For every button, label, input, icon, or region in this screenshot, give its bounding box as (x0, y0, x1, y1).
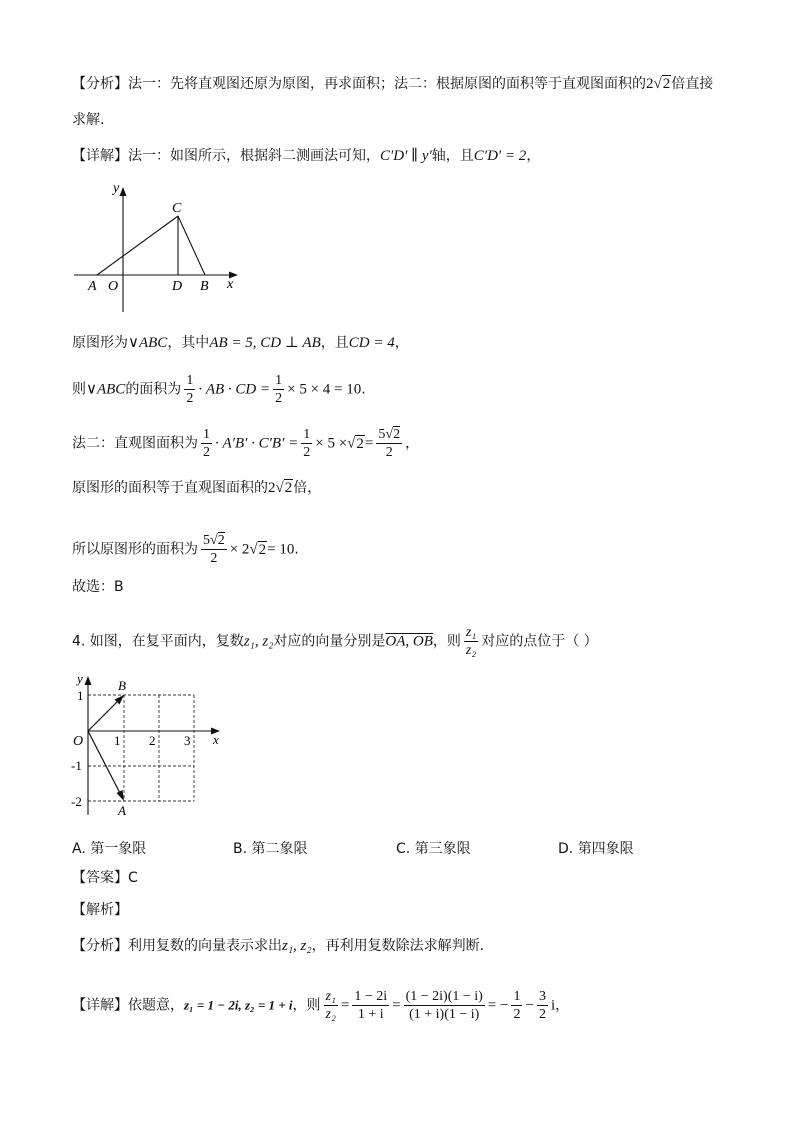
tick-x-1: 1 (114, 733, 121, 748)
analysis-header: 【解析】 (72, 902, 128, 918)
label-O: O (73, 734, 84, 749)
tick-y-neg1: -1 (71, 758, 82, 773)
label-C: C (172, 201, 182, 216)
analysis-paragraph-1: 【分析】法一：先将直观图还原为原图，再求面积；法二：根据原图的面积等于直观图面积的2√2倍直接 (72, 76, 714, 92)
detail-paragraph-2: 原图形为∨ABC，其中AB = 5, CD ⊥ AB，且CD = 4， (72, 335, 409, 351)
fraction-5sqrt2-over-2: $\frac{5√2}{2}$ (203, 533, 225, 566)
segment-CB (178, 216, 205, 275)
question-4: 4. 如图，在复平面内，复数z₁, z₂对应的向量分别是OA, OB，则 $\frac{\text{z₁}}{\text{z₂}}$ 对应的点位于（ ） (72, 625, 598, 658)
fraction-half: $\frac{1}{2}$ (513, 989, 521, 1022)
math-2sqrt2: 2√2 (646, 76, 671, 92)
label-y: y (113, 181, 120, 196)
fraction-three-halves: $\frac{3}{2}$ (538, 989, 546, 1022)
option-c[interactable]: C. 第三象限 (396, 841, 471, 857)
tick-y-neg2: -2 (71, 794, 82, 809)
section-tag: 【答案】 (72, 870, 128, 886)
fraction-half: $\frac{1}{2}$ (275, 373, 283, 406)
math-sqrt2: √2 (249, 541, 267, 558)
label-y: y (77, 671, 83, 686)
detail-paragraph-3: 则∨ABC的面积为 $\frac{1}{2}$ · AB · CD = $\frac{1}{2}$ × 5 × 4 = 10. (72, 373, 366, 406)
detail-paragraph-6: 【详解】依题意，z₁ = 1 − 2i, z₂ = 1 + i，则 $\frac{\text{z₁}}{\text{z₂}}$ = $\frac{1 - 2i}{1 + i}$ = $\frac{(1 - 2i)(1 - i)}{(1 + i)(1 - i)}$ = − $\frac{1}{2}$ − $\frac{3}{2}$ i， (72, 989, 570, 1022)
analysis-paragraph-2: 【分析】利用复数的向量表示求出z₁, z₂，再利用复数除法求解判断. (72, 938, 485, 954)
y-arrow (85, 676, 92, 685)
math-sqrt2: √2 (347, 435, 364, 452)
label-A: A (88, 279, 97, 294)
vector-OB (88, 698, 121, 731)
option-a[interactable]: A. 第一象限 (72, 841, 147, 857)
label-D: D (172, 279, 183, 294)
method-two-paragraph: 法二：直观图面积为 $\frac{1}{2}$ · A′B′ · C′B′ = $\frac{1}{2}$ × 5 ×√2= $\frac{5√2}{2}$ ， (72, 427, 420, 460)
option-b[interactable]: B. 第二象限 (233, 841, 308, 857)
label-A: A (118, 803, 126, 818)
vector-OA-head (117, 790, 125, 801)
label-x: x (227, 277, 234, 292)
fraction-5sqrt2-over-2: $\frac{5√2}{2}$ (378, 427, 401, 460)
y-arrow (120, 187, 127, 196)
option-d[interactable]: D. 第四象限 (558, 841, 634, 857)
oblique-triangle-figure (70, 178, 250, 318)
section-tag: 【分析】 (72, 76, 128, 92)
label-B: B (118, 678, 126, 693)
fraction-quotient: $\frac{1 - 2i}{1 + i}$ (354, 989, 388, 1022)
label-B: B (200, 279, 209, 294)
fraction-z1-over-z2: $\frac{\text{z₁}}{\text{z₂}}$ (325, 989, 336, 1022)
complex-plane-figure (70, 670, 230, 820)
analysis-paragraph-1-cont: 求解. (72, 112, 105, 128)
label-O: O (108, 279, 119, 294)
label-x: x (213, 732, 219, 747)
section-tag: 【详解】 (72, 148, 128, 164)
section-tag: 【分析】 (72, 938, 128, 954)
fraction-expanded: $\frac{(1 - 2i)(1 - i)}{(1 + i)(1 - i)}$ (405, 989, 483, 1022)
fraction-half: $\frac{1}{2}$ (303, 427, 311, 460)
math-2sqrt2: 2√2 (268, 480, 293, 496)
grid-lines (88, 695, 194, 801)
fraction-z1-over-z2: $\frac{\text{z₁}}{\text{z₂}}$ (465, 625, 477, 658)
choice-line: 故选：B (72, 579, 124, 595)
answer-line: 【答案】C (72, 870, 138, 886)
detail-paragraph-4: 原图形的面积等于直观图面积的2√2倍， (72, 480, 322, 496)
vector-OA-OB: OA, OB (385, 633, 433, 650)
fraction-half: $\frac{1}{2}$ (186, 373, 194, 406)
detail-paragraph-5: 所以原图形的面积为 $\frac{5√2}{2}$ × 2√2= 10. (72, 533, 299, 566)
detail-paragraph-1: 【详解】法一：如图所示，根据斜二测画法可知，C′D′ ∥ y′轴，且C′D′ = 2， (72, 148, 541, 164)
tick-y-1: 1 (77, 688, 84, 703)
tick-x-2: 2 (149, 733, 156, 748)
fraction-half: $\frac{1}{2}$ (203, 427, 210, 460)
segment-AC (97, 216, 178, 275)
tick-x-3: 3 (184, 733, 191, 748)
section-tag: 【详解】 (72, 997, 128, 1014)
